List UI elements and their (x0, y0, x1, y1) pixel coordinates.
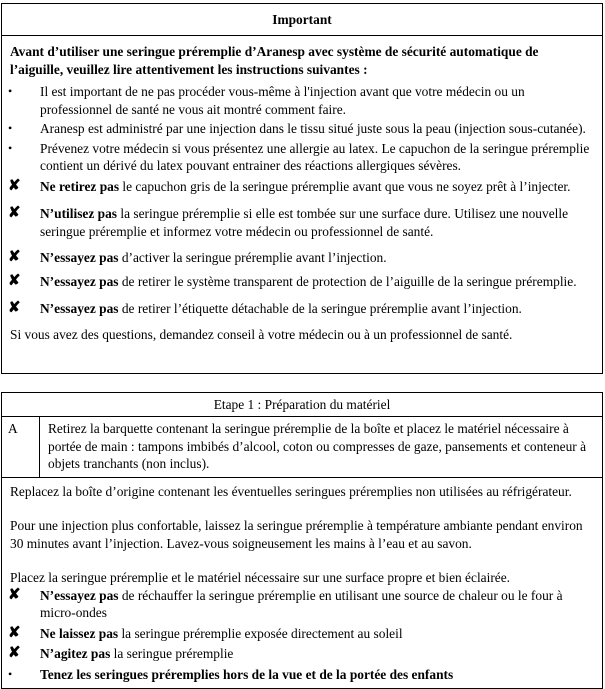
warning-text: la seringue préremplie si elle est tombée sur une surface dure. Utilisez une nouvelle seringue préremplie et informez votre médecin ou professionnel de santé. (40, 206, 569, 239)
bullet-text: Aranesp est administré par une injection dans le tissu situé juste sous la peau (injection sous-cutanée). (40, 121, 586, 136)
warning-text: le capuchon gris de la seringue préremplie avant que vous ne soyez prêt à l’injecter. (119, 178, 571, 194)
cross-icon: ✘ (8, 645, 21, 661)
warning-bold: N’utilisez pas (40, 206, 117, 221)
warning-bold: N’essayez pas (40, 273, 119, 289)
bullet-item (2, 120, 602, 138)
bullet-icon: • (8, 666, 13, 681)
warning-item (2, 205, 602, 240)
cross-icon: ✘ (8, 177, 21, 194)
step-paragraph: Pour une injection plus confortable, laissez la seringue préremplie à température ambiante pendant environ 30 minutes avant l’injection. Lavez-vous soigneusement les mains à l’eau et au savon. (10, 518, 583, 551)
warning-bold: N’essayez pas (40, 301, 119, 316)
cross-icon: ✘ (8, 624, 21, 641)
warning-text: de retirer le système transparent de protection de l’aiguille de la seringue préremplie. (118, 273, 577, 289)
warning-item (2, 273, 602, 291)
final-bullet-text: Tenez les seringues préremplies hors de la vue et de la portée des enfants (40, 666, 454, 682)
bullet-icon: • (8, 84, 13, 98)
warning-item (2, 249, 602, 267)
step-letter: A (2, 417, 40, 477)
cross-icon: ✘ (8, 300, 21, 316)
bullet-item (2, 140, 602, 175)
step1-box (1, 392, 603, 689)
step-instruction-row (2, 417, 602, 478)
important-box (1, 3, 603, 374)
cross-icon: ✘ (8, 249, 21, 265)
cross-icon: ✘ (8, 586, 21, 603)
warning-item (2, 625, 602, 643)
bullet-item (2, 666, 602, 684)
step1-title: Etape 1 : Préparation du matériel (2, 393, 602, 417)
cross-icon: ✘ (8, 272, 21, 289)
step-paragraph: Replacez la boîte d’origine contenant les éventuelles seringues préremplies non utilisées au réfrigérateur. (10, 483, 572, 499)
cross-icon: ✘ (8, 205, 21, 221)
warning-bold: N’essayez pas (40, 587, 119, 603)
step-paragraph: Placez la seringue préremplie et le matériel nécessaire sur une surface propre et bien éclairée. (10, 570, 511, 585)
warning-text: de retirer l’étiquette détachable de la seringue préremplie avant l’injection. (118, 301, 522, 316)
bullet-text: Prévenez votre médecin si vous présentez une allergie au latex. Le capuchon de la seringue préremplie contient un dérivé du latex pouvant entrainer des réactions allergiques sévères. (40, 140, 590, 173)
step-instruction-text: Retirez la barquette contenant la seringue préremplie de la boîte et placez le matériel nécessaire à portée de main : tampons imbibés d’alcool, coton ou compresses de gaze, pansements et conteneur à objets tranchants (non inclus). (48, 421, 587, 471)
warning-item (2, 178, 602, 196)
warning-item (2, 300, 602, 318)
warning-text: de réchauffer la seringue préremplie en utilisant une source de chaleur ou le four à micro-ondes (40, 587, 563, 620)
bullet-icon: • (8, 140, 13, 155)
bullet-item (2, 83, 602, 118)
warning-bold: N’essayez pas (40, 250, 119, 265)
important-footer: Si vous avez des questions, demandez conseil à votre médecin ou à un professionnel de santé. (10, 326, 513, 342)
warning-text: d’activer la seringue préremplie avant l’injection. (118, 250, 387, 265)
warning-text: la seringue préremplie (110, 646, 234, 661)
warning-bold: N’agitez pas (40, 646, 111, 661)
important-title: Important (2, 4, 602, 36)
warning-item (2, 645, 602, 663)
warning-text: la seringue préremplie exposée directement au soleil (118, 625, 403, 641)
bullet-text: Il est important de ne pas procéder vous-même à l'injection avant que votre médecin ou un professionnel de santé ne vous ait montré comment faire. (40, 84, 525, 117)
warning-bold: Ne laissez pas (40, 625, 119, 641)
warning-bold: Ne retirez pas (40, 178, 120, 194)
important-lead: Avant d’utiliser une seringue préremplie d’Aranesp avec système de sécurité automatique de l’aiguille, veuillez lire attentivement les instructions suivantes : (10, 44, 539, 77)
warning-item (2, 587, 602, 622)
bullet-icon: • (8, 121, 13, 135)
